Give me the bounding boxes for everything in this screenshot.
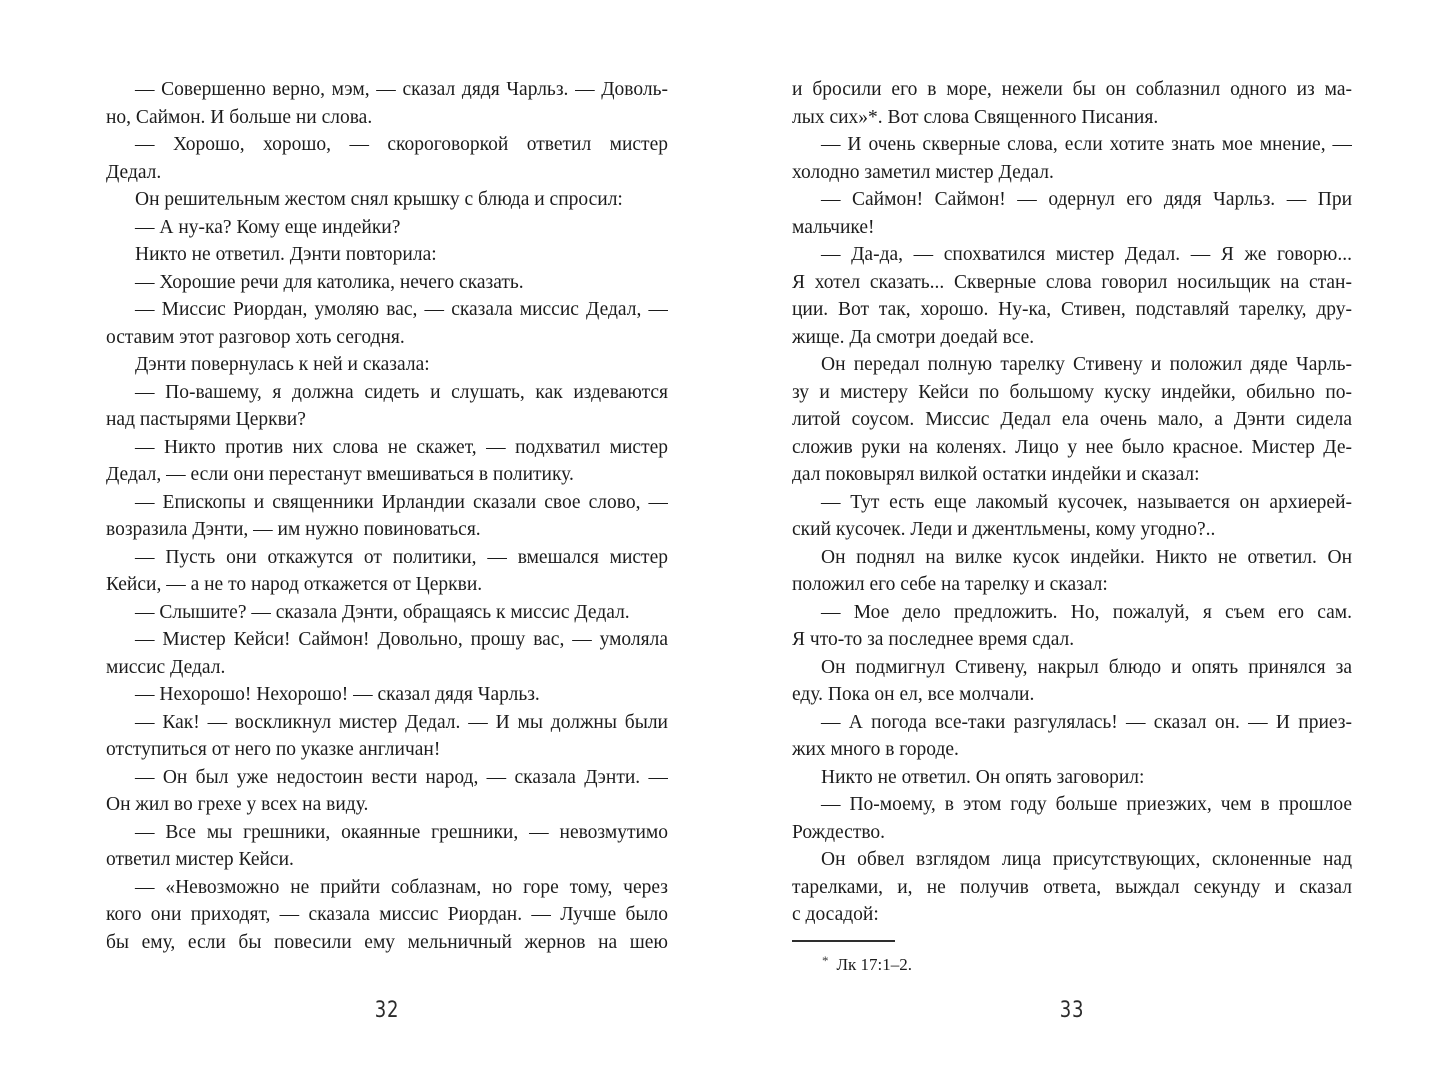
text-line: — Совершенно верно, мэм, — сказал дядя Чарльз. — Доволь- bbox=[135, 79, 668, 100]
text-line: Он передал полную тарелку Стивену и положил дяде Чарль- bbox=[821, 354, 1352, 375]
text-line: с досадой: bbox=[792, 904, 879, 925]
page-number-left bbox=[106, 998, 668, 1023]
text-line: Он поднял на вилке кусок индейки. Никто не ответил. Он bbox=[821, 546, 1352, 568]
footnote-divider bbox=[792, 940, 895, 942]
text-line: бы ему, если бы повесили ему мельничный жернов на шею bbox=[106, 931, 668, 953]
text-line: — Пусть они откажутся от политики, — вмешался мистер bbox=[135, 546, 668, 568]
text-line: дал поковырял вилкой остатки индейки и сказал: bbox=[792, 464, 1200, 485]
text-line: Рождество. bbox=[792, 821, 886, 843]
text-line: ции. Вот так, хорошо. Ну-ка, Стивен, подставляй тарелку, дру- bbox=[792, 299, 1352, 320]
text-line: жих много в городе. bbox=[792, 739, 959, 760]
text-line: мальчике! bbox=[792, 216, 875, 238]
text-line: Он жил во грехе у всех на виду. bbox=[106, 794, 369, 815]
text-line: Я хотел сказать... Скверные слова говорил носильщик на стан- bbox=[792, 271, 1352, 293]
text-line: — Мистер Кейси! Саймон! Довольно, прошу вас, — умоляла bbox=[135, 629, 668, 650]
text-line: Он подмигнул Стивену, накрыл блюдо и опять принялся за bbox=[821, 656, 1352, 678]
text-line: холодно заметил мистер Дедал. bbox=[792, 161, 1054, 183]
footnote-text: Лк 17:1–2. bbox=[836, 954, 913, 974]
text-line: положил его себе на тарелку и сказал: bbox=[792, 574, 1108, 595]
text-line: но, Саймон. И больше ни слова. bbox=[106, 106, 373, 128]
text-line: лых сих»*. Вот слова Священного Писания. bbox=[792, 106, 1159, 128]
text-line: — Хорошие речи для католика, нечего сказать. bbox=[135, 271, 524, 293]
text-line: жище. Да смотри доедай все. bbox=[792, 326, 1035, 348]
text-line: — «Невозможно не прийти соблазнам, но горе тому, через bbox=[135, 876, 668, 898]
text-line: — Миссис Риордан, умоляю вас, — сказала миссис Дедал, — bbox=[135, 299, 668, 320]
footnote-block bbox=[792, 940, 1352, 976]
text-line: отступиться от него по указке англичан! bbox=[106, 739, 441, 760]
text-line: ответил мистер Кейси. bbox=[106, 849, 294, 870]
text-line: — По-моему, в этом году больше приезжих, чем в прошлое bbox=[821, 794, 1352, 815]
text-line: Дедал, — если они перестанут вмешиваться в политику. bbox=[106, 464, 574, 485]
text-line: Кейси, — а не то народ откажется от Церкви. bbox=[106, 574, 483, 595]
text-line: ский кусочек. Леди и джентльмены, кому угодно?.. bbox=[792, 519, 1216, 540]
text-line: — Он был уже недостоин вести народ, — сказала Дэнти. — bbox=[135, 766, 668, 788]
text-line: еду. Пока он ел, все молчали. bbox=[792, 684, 1035, 705]
text-line: — Нехорошо! Нехорошо! — сказал дядя Чарльз. bbox=[135, 684, 540, 705]
text-line: тарелками, и, не получив ответа, выждал секунду и сказал bbox=[792, 876, 1352, 898]
text-line: — Мое дело предложить. Но, пожалуй, я съем его сам. bbox=[821, 601, 1352, 623]
page-right-text bbox=[792, 76, 1352, 976]
text-line: — Хорошо, хорошо, — скороговоркой ответил мистер bbox=[135, 134, 668, 155]
text-line: — Тут есть еще лакомый кусочек, называется он архиерей- bbox=[821, 491, 1352, 513]
footnote-marker: * bbox=[822, 952, 829, 968]
text-line: возразила Дэнти, — им нужно повиноваться. bbox=[106, 519, 481, 540]
text-line: — Епископы и священники Ирландии сказали свое слово, — bbox=[135, 491, 668, 513]
text-line: зу и мистеру Кейси по большому куску индейки, обильно по- bbox=[792, 381, 1352, 403]
text-line: и бросили его в море, нежели бы он соблазнил одного из ма- bbox=[792, 79, 1352, 100]
text-line: оставим этот разговор хоть сегодня. bbox=[106, 326, 405, 348]
text-line: Он обвел взглядом лица присутствующих, склоненные над bbox=[821, 849, 1352, 870]
text-line: сложив руки на коленях. Лицо у нее было красное. Мистер Де- bbox=[792, 436, 1352, 458]
text-line: — А погода все-таки разгулялась! — сказал он. — И приез- bbox=[821, 711, 1352, 733]
text-line: литой соусом. Миссис Дедал ела очень мало, а Дэнти сидела bbox=[792, 409, 1352, 430]
text-line: — Никто против них слова не скажет, — подхватил мистер bbox=[135, 436, 668, 458]
text-line: Дэнти повернулась к ней и сказала: bbox=[135, 354, 430, 375]
page-number-left-value: 32 bbox=[374, 998, 400, 1023]
text-line: — Как! — воскликнул мистер Дедал. — И мы должны были bbox=[135, 711, 668, 733]
text-line: — Все мы грешники, окаянные грешники, — невозмутимо bbox=[135, 821, 668, 843]
text-line: Никто не ответил. Дэнти повторила: bbox=[135, 244, 437, 265]
text-line: Я что-то за последнее время сдал. bbox=[792, 629, 1075, 650]
footnote bbox=[792, 949, 1352, 976]
text-line: над пастырями Церкви? bbox=[106, 409, 306, 430]
text-line: — И очень скверные слова, если хотите знать мое мнение, — bbox=[821, 134, 1352, 155]
page-left-text bbox=[106, 76, 668, 956]
text-line: — А ну-ка? Кому еще индейки? bbox=[135, 216, 401, 238]
text-line: Никто не ответил. Он опять заговорил: bbox=[821, 766, 1145, 788]
text-line: — По-вашему, я должна сидеть и слушать, как издеваются bbox=[135, 381, 668, 403]
text-line: — Слышите? — сказала Дэнти, обращаясь к миссис Дедал. bbox=[135, 601, 630, 623]
text-line: кого они приходят, — сказала миссис Риордан. — Лучше было bbox=[106, 904, 668, 925]
text-line: — Саймон! Саймон! — одернул его дядя Чарльз. — При bbox=[821, 189, 1352, 210]
text-line: Он решительным жестом снял крышку с блюда и спросил: bbox=[135, 189, 623, 210]
text-line: миссис Дедал. bbox=[106, 656, 226, 678]
page-number-right-value: 33 bbox=[1059, 998, 1085, 1023]
page-number-right bbox=[792, 998, 1352, 1023]
text-line: — Да-да, — спохватился мистер Дедал. — Я же говорю... bbox=[821, 244, 1352, 265]
text-line: Дедал. bbox=[106, 161, 162, 183]
